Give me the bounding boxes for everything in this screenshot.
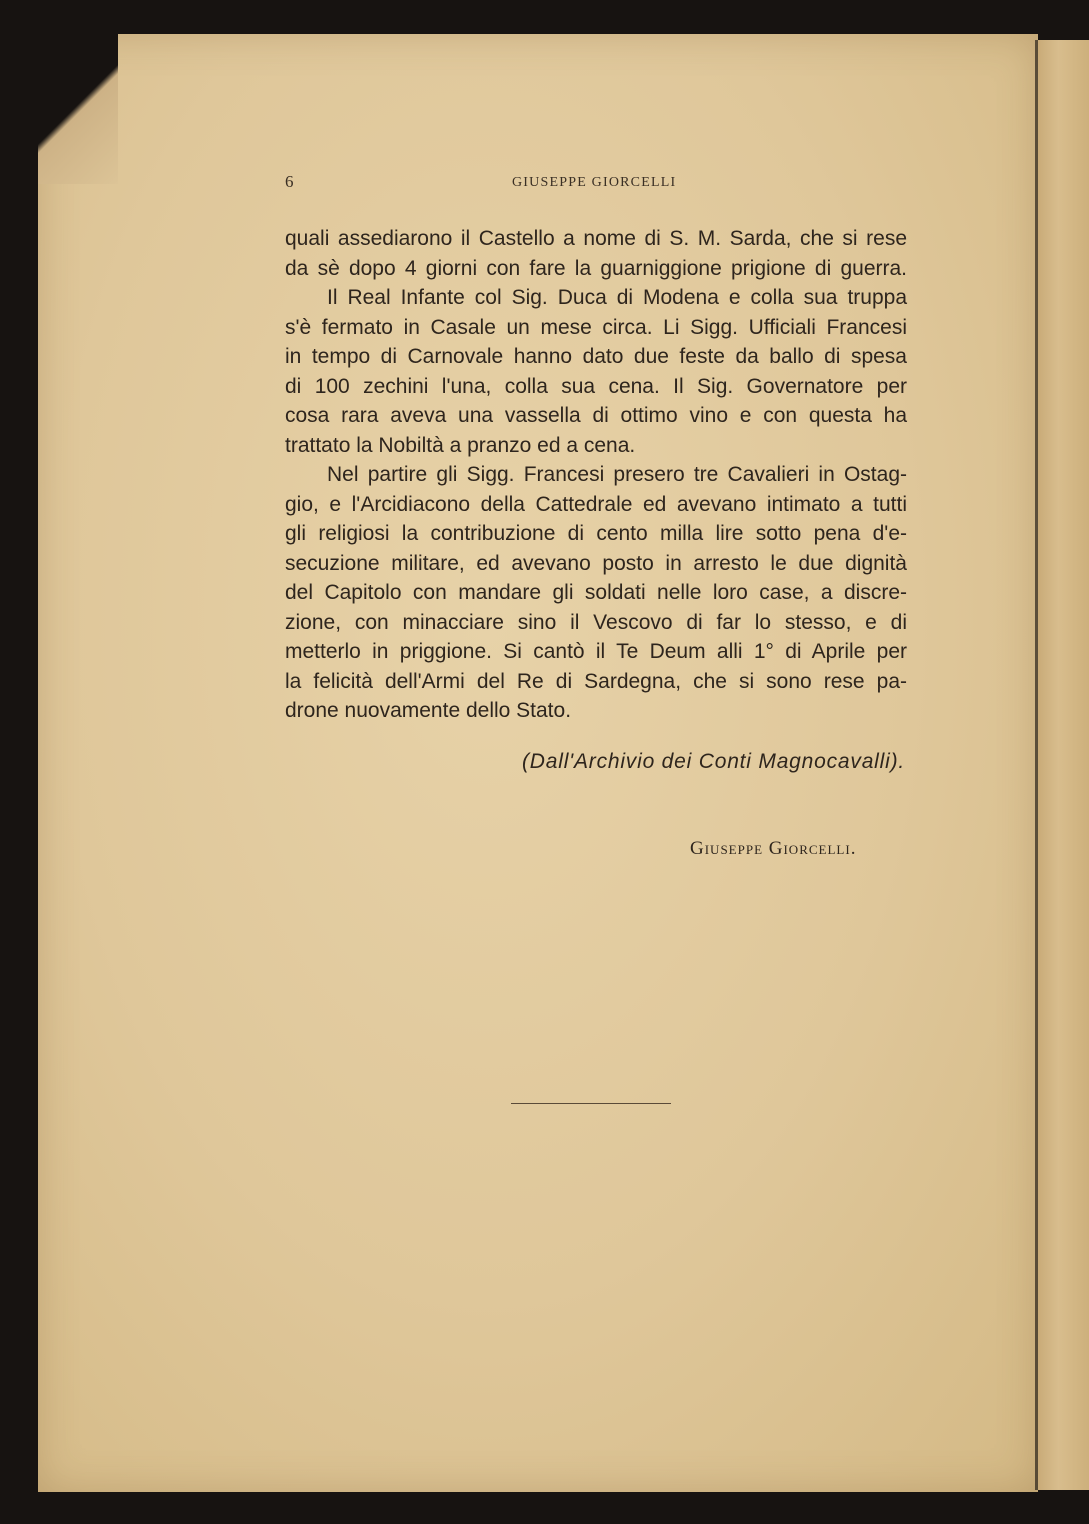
text-line: di 100 zechini l'una, colla sua cena. Il Sig. Governatore per (285, 374, 907, 398)
body-text (285, 224, 907, 726)
source-citation: (Dall'Archivio dei Conti Magnocavalli). (521, 750, 905, 773)
folded-corner (38, 34, 118, 184)
text-line: in tempo di Carnovale hanno dato due feste da ballo di spesa (285, 345, 907, 368)
author-signature: Giuseppe Giorcelli. (690, 838, 857, 859)
next-page-edge (1038, 40, 1089, 1490)
text-line: gio, e l'Arcidiacono della Cattedrale ed avevano intimato a tutti (285, 492, 907, 516)
text-line: gli religiosi la contribuzione di cento milla lire sotto pena d'e- (285, 522, 907, 545)
closing-rule (511, 1103, 671, 1104)
text-line: trattato la Nobiltà a pranzo ed a cena. (285, 433, 636, 457)
text-line: metterlo in priggione. Si cantò il Te Deum alli 1° di Aprile per (285, 640, 907, 663)
running-head: GIUSEPPE GIORCELLI (512, 175, 677, 190)
text-line: Nel partire gli Sigg. Francesi presero tre Cavalieri in Ostag- (327, 463, 907, 486)
text-line: Il Real Infante col Sig. Duca di Modena e colla sua truppa (327, 286, 907, 309)
text-line: la felicità dell'Armi del Re di Sardegna, che si sono rese pa- (285, 669, 907, 693)
text-line: secuzione militare, ed avevano posto in arresto le due dignità (285, 551, 907, 575)
text-line: cosa rara aveva una vassella di ottimo vino e con questa ha (285, 404, 907, 427)
text-line: zione, con minacciare sino il Vescovo di far lo stesso, e di (285, 610, 907, 634)
text-line: drone nuovamente dello Stato. (285, 699, 572, 722)
page-number: 6 (285, 172, 294, 191)
text-line: del Capitolo con mandare gli soldati nelle loro case, a discre- (285, 581, 907, 604)
page-gutter (1035, 40, 1038, 1490)
page-header (0, 172, 1089, 196)
text-line: da sè dopo 4 giorni con fare la guarniggione prigione di guerra. (285, 256, 907, 280)
text-line: quali assediarono il Castello a nome di S. M. Sarda, che si rese (285, 227, 907, 250)
text-line: s'è fermato in Casale un mese circa. Li Sigg. Ufficiali Francesi (285, 315, 907, 339)
